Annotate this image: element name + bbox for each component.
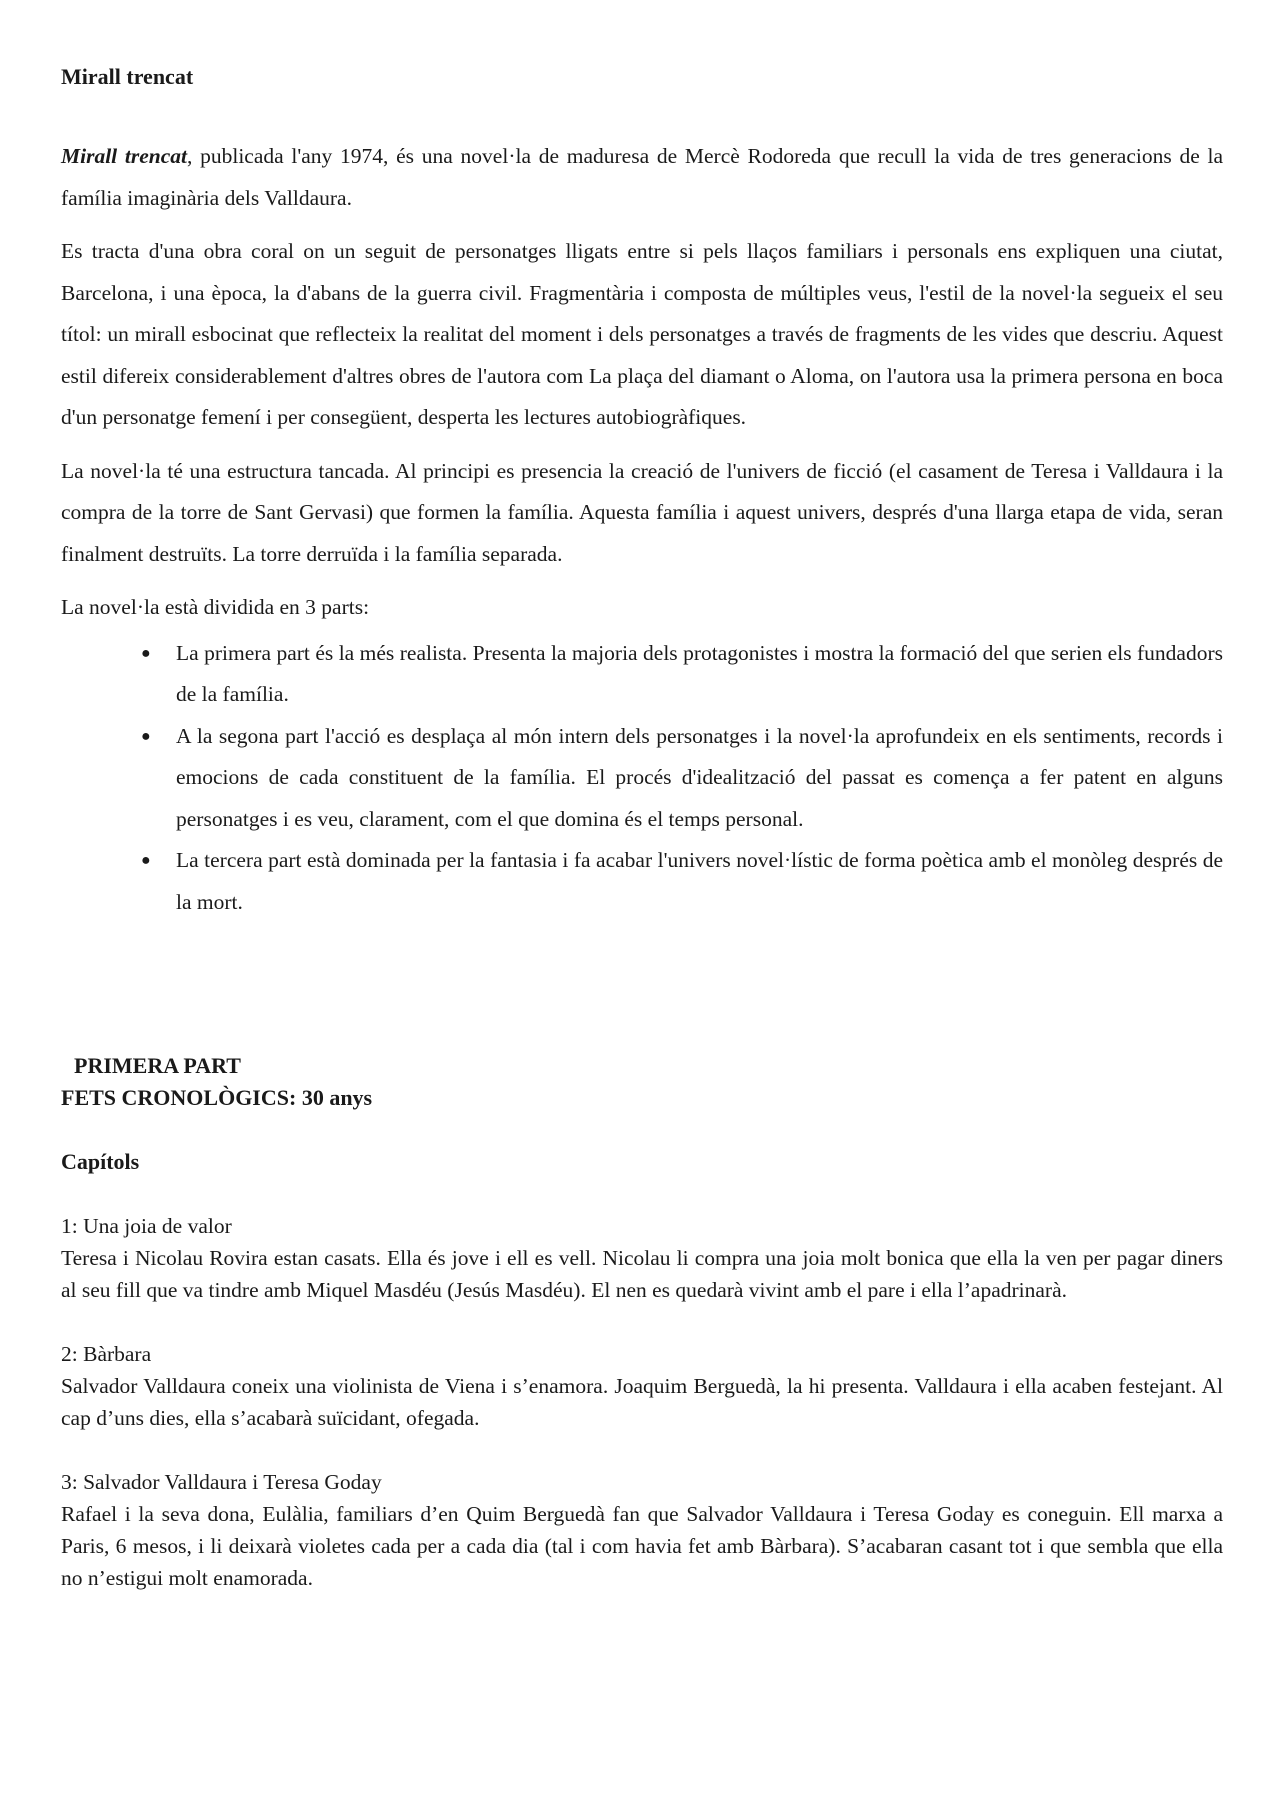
parts-list	[61, 633, 1223, 924]
book-title-emphasis: Mirall trencat	[61, 144, 187, 168]
parts-list-item	[61, 716, 1223, 841]
parts-list-item	[61, 840, 1223, 923]
intro-paragraph: La novel·la té una estructura tancada. Al principi es presencia la creació de l'univers de ficció (el casament de Teresa i Valldaura i la compra de la torre de Sant Gervasi) que formen la família. Aquesta família i aquest univers, després d'una llarga etapa de vida, seran finalment destruïts. La torre derruïda i la família separada.	[61, 458, 1223, 566]
lead-text: , publicada l'any 1974, és una novel·la de maduresa de Mercè Rodoreda que recull la vida de tres generacions de la família imaginària dels Valldaura.	[61, 144, 1223, 210]
chapter-block	[61, 1466, 1223, 1594]
chapter-block	[61, 1210, 1223, 1306]
intro-paragraph-lead	[61, 136, 1223, 219]
intro-section	[61, 136, 1223, 923]
part-heading: PRIMERA PART	[74, 1053, 241, 1078]
chapter-text: Salvador Valldaura coneix una violinista de Viena i s’enamora. Joaquim Berguedà, la hi presenta. Valldaura i ella acaben festejant. Al cap d’uns dies, ella s’acabarà suïcidant, ofegada.	[61, 1374, 1223, 1430]
primera-part-section	[61, 1050, 1223, 1626]
document-title: Mirall trencat	[61, 64, 194, 89]
bullet-icon: ●	[141, 727, 151, 745]
parts-list-item-text: La primera part és la més realista. Presenta la majoria dels protagonistes i mostra la formació del que serien els fundadors de la família.	[176, 640, 1223, 706]
bullet-icon: ●	[141, 852, 151, 869]
intro-paragraph: Es tracta d'una obra coral on un seguit de personatges lligats entre si pels llaços familiars i personals ens expliquen una ciutat, Barcelona, i una època, la d'abans de la guerra civil. Fragmentària i composta de múltiples veus, l'estil de la novel·la segueix el seu títol: un mirall esbocinat que reflecteix la realitat del moment i dels personatges a través de fragments de les vides que descriu. Aquest estil difereix considerablement d'altres obres de l'autora com La plaça del diamant o Aloma, on l'autora usa la primera persona en boca d'un personatge femení i per consegüent, desperta les lectures autobiogràfiques.	[61, 239, 1223, 429]
parts-list-item-text: A la segona part l'acció es desplaça al món intern dels personatges i la novel·la aprofundeix en els sentiments, records i emocions de cada constituent de la família. El procés d'idealització del passat es comença a fer patent en alguns personatges i es veu, clarament, com el que domina és el temps personal.	[176, 723, 1223, 831]
parts-list-item	[61, 633, 1223, 716]
bullet-icon: ●	[141, 644, 151, 662]
chronology-heading: FETS CRONOLÒGICS: 30 anys	[61, 1085, 373, 1110]
chapter-title: 3: Salvador Valldaura i Teresa Goday	[61, 1470, 382, 1494]
chapter-block	[61, 1338, 1223, 1434]
parts-list-item-text: La tercera part està dominada per la fantasia i fa acabar l'univers novel·lístic de forma poètica amb el monòleg després de la mort.	[176, 848, 1223, 914]
parts-intro: La novel·la està dividida en 3 parts:	[61, 595, 370, 619]
chapter-text: Teresa i Nicolau Rovira estan casats. Ella és jove i ell es vell. Nicolau li compra una joia molt bonica que ella la ven per pagar diners al seu fill que va tindre amb Miquel Masdéu (Jesús Masdéu). El nen es quedarà vivint amb el pare i ella l’apadrinarà.	[61, 1246, 1223, 1302]
chapter-title: 1: Una joia de valor	[61, 1214, 232, 1238]
chapters-heading: Capítols	[61, 1149, 140, 1174]
chapter-text: Rafael i la seva dona, Eulàlia, familiars d’en Quim Berguedà fan que Salvador Valldaura i Teresa Goday es coneguin. Ell marxa a Paris, 6 mesos, i li deixarà violetes cada per a cada dia (tal i com havia fet amb Bàrbara). S’acabaran casant tot i que sembla que ella no n’estigui molt enamorada.	[61, 1502, 1223, 1590]
chapter-title: 2: Bàrbara	[61, 1342, 152, 1366]
